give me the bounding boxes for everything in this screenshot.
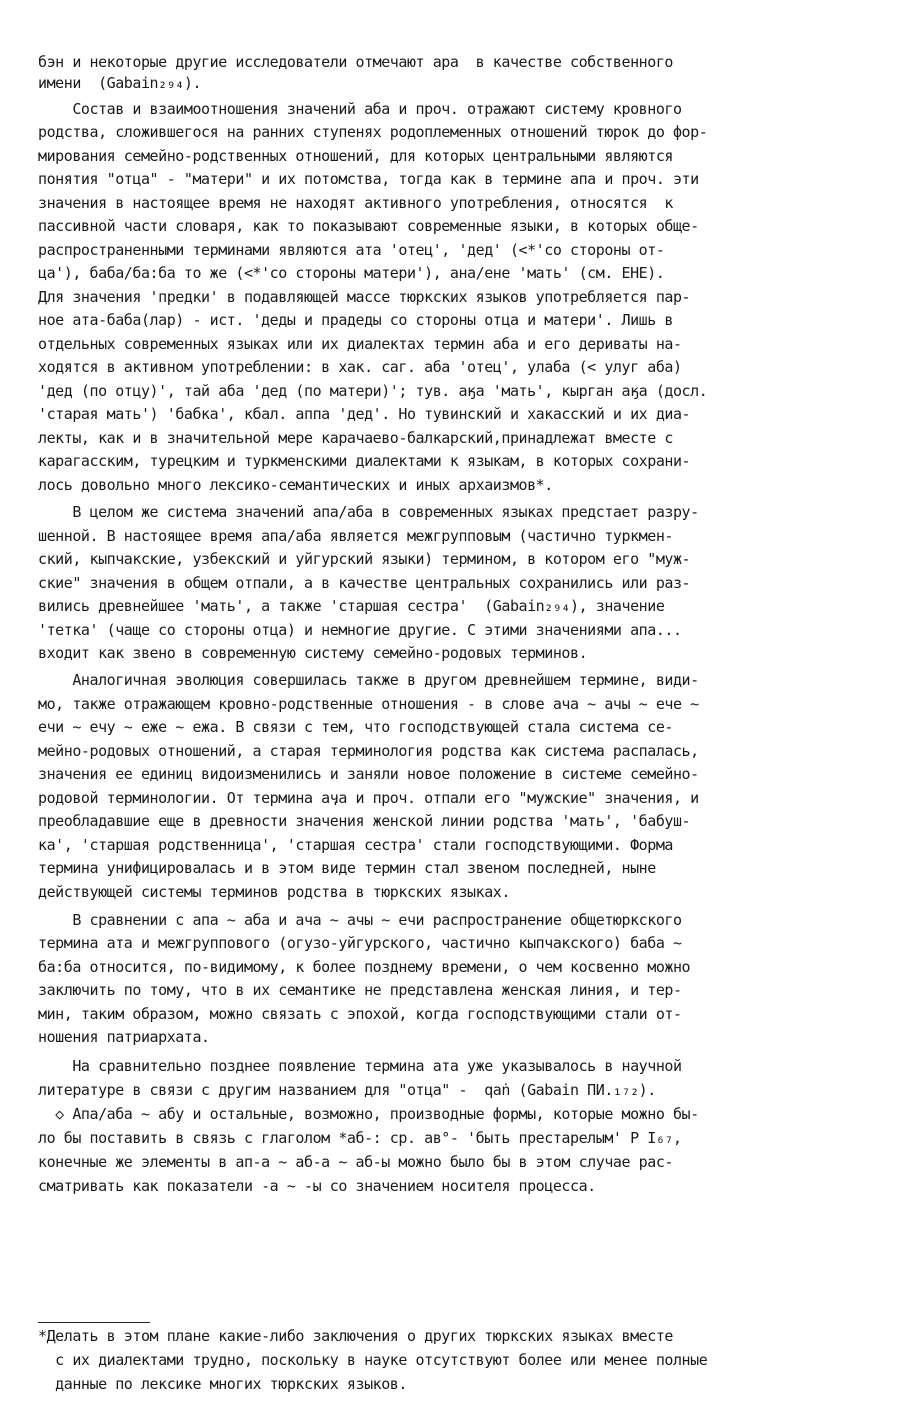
- text-line: 'дед (по отцу)', тай аба 'дед (по матери)'; тув. аӄа 'мать', кырган аӄа (досл.: [38, 382, 708, 400]
- text-line: преобладавшие еще в древности значения женской линии родства 'мать', 'бабуш-: [38, 812, 691, 830]
- footnote-line: с их диалектами трудно, поскольку в науке отсутствуют более или менее полные: [38, 1351, 708, 1369]
- text-line: распространенными терминами являются ата 'отец', 'дед' (<*'со стороны от-: [38, 241, 665, 259]
- text-line: мо, также отражающем кровно-родственные отношения - в слове ача ~ ачы ~ ече ~: [38, 695, 699, 713]
- text-line: мин, таким образом, можно связать с эпохой, когда господствующими стали от-: [38, 1005, 682, 1023]
- text-line: В сравнении с апа ~ аба и ача ~ ачы ~ ечи распространение общетюркского: [38, 911, 682, 929]
- text-line: сматривать как показатели -а ~ -ы со значением носителя процесса.: [38, 1177, 596, 1195]
- text-line: ло бы поставить в связь с глаголом *аб-: ср. ав°- 'быть престарелым' Р I₆₇,: [38, 1129, 682, 1147]
- text-line: ца'), баба/ба:ба то же (<*'со стороны матери'), ана/ене 'мать' (см. ЕНЕ).: [38, 264, 665, 282]
- text-line: 'тетка' (чаще со стороны отца) и немногие другие. С этими значениями апа...: [38, 621, 682, 639]
- text-line: лекты, как и в значительной мере карачаево-балкарский,принадлежат вместе с: [38, 429, 673, 447]
- text-line: имени (Gabain₂₉₄).: [38, 74, 202, 92]
- text-line: действующей системы терминов родства в тюркских языках.: [38, 883, 510, 901]
- text-line: ношения патриархата.: [38, 1028, 210, 1046]
- text-line: мирования семейно-родственных отношений, для которых центральными являются: [38, 147, 673, 165]
- text-line: В целом же система значений апа/аба в современных языках предстает разру-: [38, 503, 699, 521]
- text-line: ские" значения в общем отпали, а в качестве центральных сохранились или раз-: [38, 574, 691, 592]
- text-line: значения ее единиц видоизменились и заняли новое положение в системе семейно-: [38, 765, 699, 783]
- footnote-line: *Делать в этом плане какие-либо заключения о других тюркских языках вместе: [38, 1327, 673, 1345]
- text-line: 'старая мать') 'бабка', кбал. аппа 'дед'. Но тувинский и хакасский и их диа-: [38, 405, 691, 423]
- text-line: ное ата-баба(лар) - ист. 'деды и прадеды со стороны отца и матери'. Лишь в: [38, 311, 673, 329]
- text-line: мейно-родовых отношений, а старая терминология родства как система распалась,: [38, 742, 699, 760]
- text-line: На сравнительно позднее появление термина ата уже указывалось в научной: [38, 1057, 682, 1075]
- text-line: термина унифицировалась и в этом виде термин стал звеном последней, ныне: [38, 859, 656, 877]
- text-line: значения в настоящее время не находят активного употребления, относятся к: [38, 194, 673, 212]
- text-line: ский, кыпчакские, узбекский и уйгурский языки) термином, в котором его "муж-: [38, 550, 691, 568]
- text-line: литературе в связи с другим названием для "отца" - qaṅ (Gabain ПИ.₁₇₂).: [38, 1081, 656, 1099]
- text-line: пассивной части словаря, как то показывают современные языки, в которых обще-: [38, 217, 699, 235]
- footnote-line: данные по лексике многих тюркских языков.: [38, 1375, 407, 1393]
- text-line: заключить по тому, что в их семантике не представлена женская линия, и тер-: [38, 981, 682, 999]
- text-line: лось довольно много лексико-семантических и иных архаизмов*.: [38, 476, 553, 494]
- text-line: понятия "отца" - "матери" и их потомства, тогда как в термине апа и проч. эти: [38, 170, 699, 188]
- text-line: карагасским, турецким и туркменскими диалектами к языкам, в которых сохрани-: [38, 452, 691, 470]
- text-line: ходятся в активном употреблении: в хак. саг. аба 'отец', улаба (< улуг аба): [38, 358, 682, 376]
- text-line: родовой терминологии. От термина аӌа и проч. отпали его "мужские" значения, и: [38, 789, 699, 807]
- text-line: шенной. В настоящее время апа/аба является межгрупповым (частично туркмен-: [38, 527, 673, 545]
- text-line: бэн и некоторые другие исследователи отмечают ара в качестве собственного: [38, 53, 673, 71]
- text-line: ка', 'старшая родственница', 'старшая сестра' стали господствующими. Форма: [38, 836, 673, 854]
- text-line: Аналогичная эволюция совершилась также в другом древнейшем термине, види-: [38, 671, 699, 689]
- footnote-divider: [38, 1322, 150, 1323]
- text-line: входит как звено в современную систему семейно-родовых терминов.: [38, 644, 588, 662]
- text-line: ечи ~ ечу ~ еже ~ ежа. В связи с тем, что господствующей стала система се-: [38, 718, 673, 736]
- text-line: родства, сложившегося на ранних ступенях родоплеменных отношений тюрок до фор-: [38, 123, 708, 141]
- text-line: вились древнейшее 'мать', а также 'старшая сестра' (Gabain₂₉₄), значение: [38, 597, 665, 615]
- text-line: термина ата и межгруппового (огузо-уйгурского, частично кыпчакского) баба ~: [38, 934, 682, 952]
- text-line: конечные же элементы в ап-а ~ аб-а ~ аб-ы можно было бы в этом случае рас-: [38, 1153, 673, 1171]
- text-line: Состав и взаимоотношения значений аба и проч. отражают систему кровного: [38, 100, 682, 118]
- text-line: ба:ба относится, по-видимому, к более позднему времени, о чем косвенно можно: [38, 958, 691, 976]
- text-line: Для значения 'предки' в подавляющей массе тюркских языков употребляется пар-: [38, 288, 691, 306]
- text-line: отдельных современных языках или их диалектах термин аба и его дериваты на-: [38, 335, 682, 353]
- text-line: ◇ Апа/аба ~ абу и остальные, возможно, производные формы, которые можно бы-: [38, 1105, 699, 1123]
